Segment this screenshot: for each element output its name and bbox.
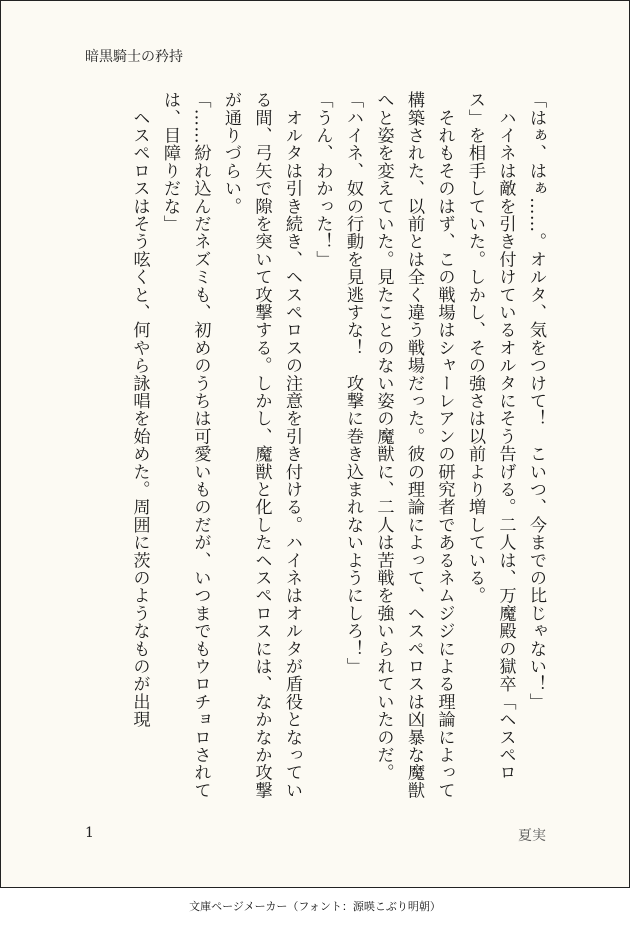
body-text — [83, 91, 551, 803]
paragraph: オルタは引き続き、ヘスペロスの注意を引き付ける。ハイネはオルタが盾役となっている間、弓矢で隙を突いて攻撃する。しかし、魔獣と化したヘスペロスには、なかなか攻撃が通りづらい。 — [221, 91, 302, 799]
footer-credit: 文庫ページメーカー（フォント：源暎こぶり明朝） — [189, 900, 441, 913]
paragraph: 「……紛れ込んだネズミも、初めのうちは可愛いものだが、いつまでもウロチョロされては、目障りだな」 — [160, 91, 211, 799]
paragraph: 「はぁ、はぁ……。オルタ、気をつけて！ こいつ、今までの比じゃない！」 — [526, 91, 546, 711]
paragraph: ハイネは敵を引き付けているオルタにそう告げる。二人は、万魔殿の獄卒「ヘスペロス」を相手していた。しかし、その強さは以前より増している。 — [465, 91, 516, 782]
author-name: 夏実 — [518, 828, 546, 844]
paragraph: それもそのはず、この戦場はシャーレアンの研究者であるネムジジによる理論によって構築された、以前とは全く違う戦場だった。彼の理論によって、ヘスペロスは凶暴な魔獣へと姿を変えていた。見たことのない姿の魔獣に、二人は苦戦を強いられていたのだ。 — [373, 91, 455, 799]
book-title: 暗黒騎士の矜持 — [85, 49, 183, 65]
paragraph: 「ハイネ、奴の行動を見逃すな！ 攻撃に巻き込まれないようにしろ！」 — [343, 91, 363, 676]
paragraph: ヘスペロスはそう呟くと、何やら詠唱を始めた。周囲に茨のようなものが出現 — [129, 91, 150, 729]
page-number: 1 — [85, 825, 94, 841]
paragraph: 「うん、わかった！」 — [312, 91, 333, 268]
